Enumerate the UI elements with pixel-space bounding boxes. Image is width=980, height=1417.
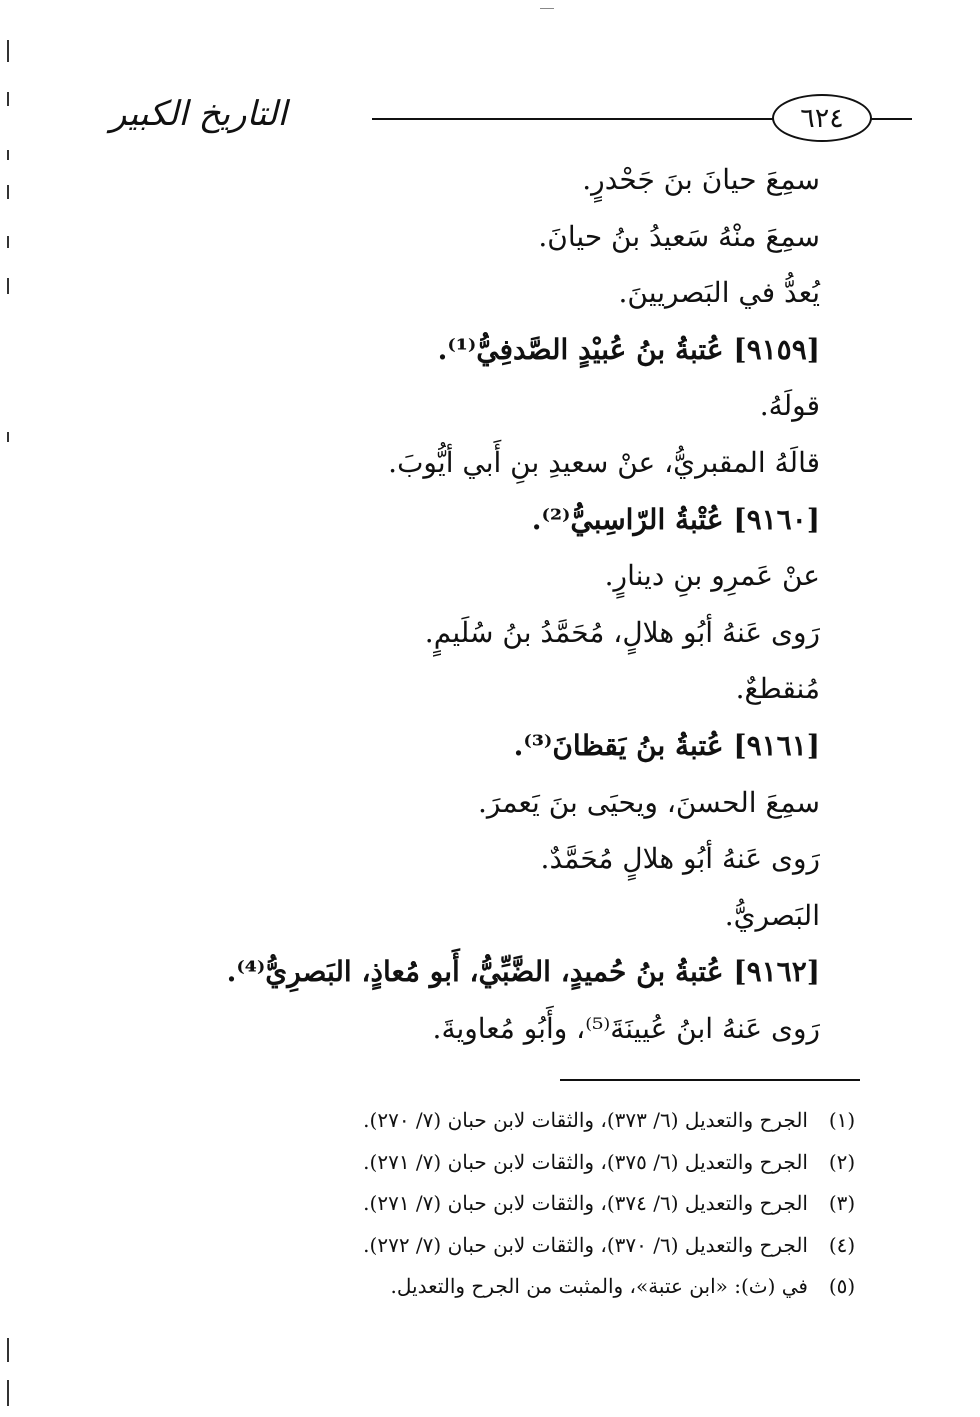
- footnote-text: في (ث): «ابن عتبة»، والمثبت من الجرح والتعديل.: [390, 1274, 808, 1298]
- text-line: رَوى عَنهُ أبُو هلالٍ، مُحَمَّدُ بنُ سُلَيمٍ.: [424, 615, 820, 649]
- text-line: سمِعَ منْهُ سَعيدُ بنُ حيانَ.: [538, 219, 820, 253]
- footnote-text: الجرح والتعديل (٦/ ٣٧٠)، والثقات لابن حبان (٧/ ٢٧٢).: [363, 1232, 808, 1257]
- margin-mark: [7, 185, 9, 199]
- entry-heading: [٩١٦١] عُتبةُ بنُ يَقظانَ⁽³⁾.: [513, 728, 820, 762]
- text-line: عنْ عَمرِو بنِ دينارٍ.: [604, 559, 820, 593]
- footnote-number: (٤): [828, 1232, 856, 1257]
- main-text: [226, 152, 820, 1058]
- text-line: سمِعَ الحسنَ، ويحيَى بنَ يَعمرَ.: [478, 785, 820, 819]
- margin-mark: [7, 40, 9, 62]
- entry-heading: [٩١٥٩] عُتبةُ بنُ عُبيْدٍ الصَّدفِيُّ⁽¹⁾.: [437, 332, 820, 366]
- footnote-number: (٣): [828, 1191, 856, 1215]
- text-line: مُنقطعٌ.: [735, 672, 820, 706]
- footnote-number: (٢): [828, 1149, 856, 1174]
- book-title: التاريخ الكبير: [110, 94, 287, 134]
- margin-mark: [7, 92, 9, 106]
- margin-mark: [7, 236, 9, 248]
- text-line: قولَهُ.: [759, 389, 820, 423]
- footnote-number: (١): [828, 1108, 856, 1132]
- entry-heading: [٩١٦٢] عُتبةُ بنُ حُميدٍ، الضَّبِّيُّ، أَبو مُعاذٍ، البَصرِيُّ⁽⁴⁾.: [226, 955, 820, 989]
- text-line: سمِعَ حيانَ بنَ جَحْدرٍ.: [582, 163, 820, 196]
- top-mark: [540, 8, 554, 9]
- margin-mark: [7, 1380, 9, 1406]
- margin-mark: [7, 278, 9, 294]
- footnote: [300, 1142, 860, 1184]
- text-line: يُعدُّ في البَصريينَ.: [618, 276, 820, 310]
- page-header: [110, 88, 870, 148]
- text-line: قالَهُ المقبريُّ، عنْ سعيدِ بنِ أَبي أيُّوبَ.: [388, 445, 820, 479]
- entry-heading: [٩١٦٠] عُتْبةُ الرّاسِبيُّ⁽²⁾.: [531, 502, 820, 536]
- footnote: [300, 1266, 860, 1308]
- footnote-text: الجرح والتعديل (٦/ ٣٧٥)، والثقات لابن حبان (٧/ ٢٧١).: [363, 1149, 808, 1174]
- footnote: [300, 1183, 860, 1225]
- footnote: [300, 1100, 860, 1142]
- text-line: البَصريُّ.: [724, 898, 820, 932]
- footnote-text: الجرح والتعديل (٦/ ٣٧٣)، والثقات لابن حبان (٧/ ٢٧٠).: [363, 1108, 808, 1132]
- text-line: رَوى عَنهُ ابنُ عُيينَةَ⁽⁵⁾، وأَبُو مُعاويةَ.: [432, 1011, 820, 1045]
- footnote-rule: [560, 1079, 860, 1081]
- page-number: ٦٢٤: [772, 94, 872, 142]
- margin-mark: [7, 432, 9, 442]
- footnote-number: (٥): [828, 1274, 856, 1298]
- footnote-text: الجرح والتعديل (٦/ ٣٧٤)، والثقات لابن حبان (٧/ ٢٧١).: [363, 1191, 808, 1215]
- margin-mark: [7, 1338, 9, 1362]
- text-line: رَوى عَنهُ أبُو هلالٍ مُحَمَّدٌ.: [540, 842, 820, 876]
- footnotes: [300, 1100, 860, 1308]
- footnote: [300, 1225, 860, 1267]
- margin-mark: [7, 150, 9, 160]
